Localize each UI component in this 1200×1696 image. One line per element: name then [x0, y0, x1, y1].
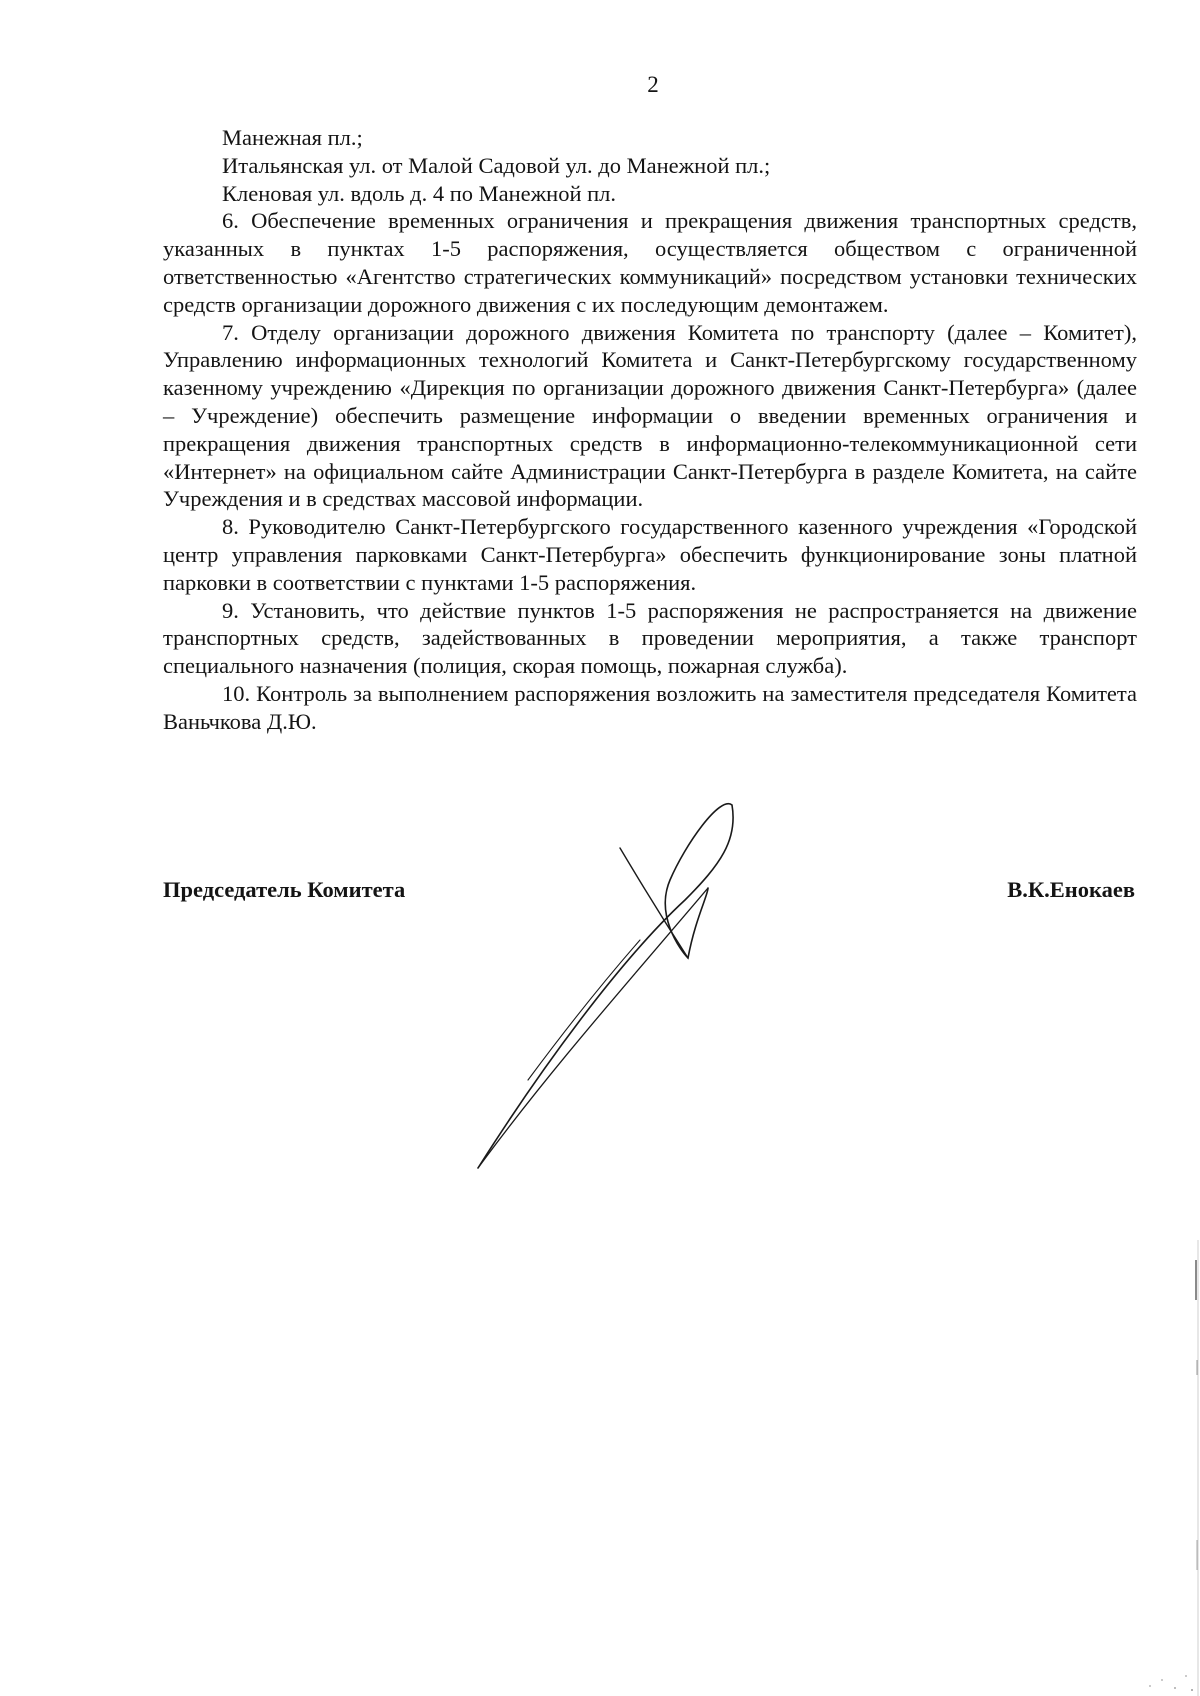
- clause-8: 8. Руководителю Санкт-Петербургского государственного казенного учреждения «Городской центр управления парковками Санкт-Петербурга» обеспечить функционирование зоны платной парковки в соответствии с пунктами 1-5 распоряжения.: [163, 514, 1137, 595]
- address-line: Манежная пл.;: [222, 125, 363, 150]
- clause-6: 6. Обеспечение временных ограничения и прекращения движения транспортных средств, указанных в пунктах 1-5 распоряжения, осуществляется обществом с ограниченной ответственностью «Агентство стратегических коммуникаций» посредством установки технических средств организации дорожного движения с их последующим демонтажем.: [163, 208, 1137, 317]
- clause-10: 10. Контроль за выполнением распоряжения возложить на заместителя председателя Комитета Ваньчкова Д.Ю.: [163, 680, 1137, 734]
- address-line: Итальянская ул. от Малой Садовой ул. до Манежной пл.;: [222, 152, 771, 178]
- handwritten-signature: [470, 800, 810, 1180]
- document-body: [163, 124, 1137, 736]
- clause-7: 7. Отделу организации дорожного движения Комитета по транспорту (далее – Комитет), Управлению информационных технологий Комитета и Санкт-Петербургскому государственному казенному учреждению «Дирекция по организации дорожного движения Санкт-Петербурга» (далее – Учреждение) обеспечить размещение информации о введении временных ограничения и прекращения движения транспортных средств в информационно-телекоммуникационной сети «Интернет» на официальном сайте Администрации Санкт-Петербурга в разделе Комитета, на сайте Учреждения и в средствах массовой информации.: [163, 319, 1137, 512]
- scan-edge-artifact: [1188, 1240, 1200, 1696]
- page-number: 2: [647, 72, 659, 97]
- scan-corner-artifact: [1120, 1656, 1200, 1696]
- address-line: Кленовая ул. вдоль д. 4 по Манежной пл.: [222, 180, 617, 206]
- signatory-name: В.К.Енокаев: [1007, 877, 1135, 902]
- position-title: Председатель Комитета: [163, 877, 406, 902]
- clause-9: 9. Установить, что действие пунктов 1-5 распоряжения не распространяется на движение транспортных средств, задействованных в проведении мероприятия, а также транспорт специального назначения (полиция, скорая помощь, пожарная служба).: [163, 597, 1137, 679]
